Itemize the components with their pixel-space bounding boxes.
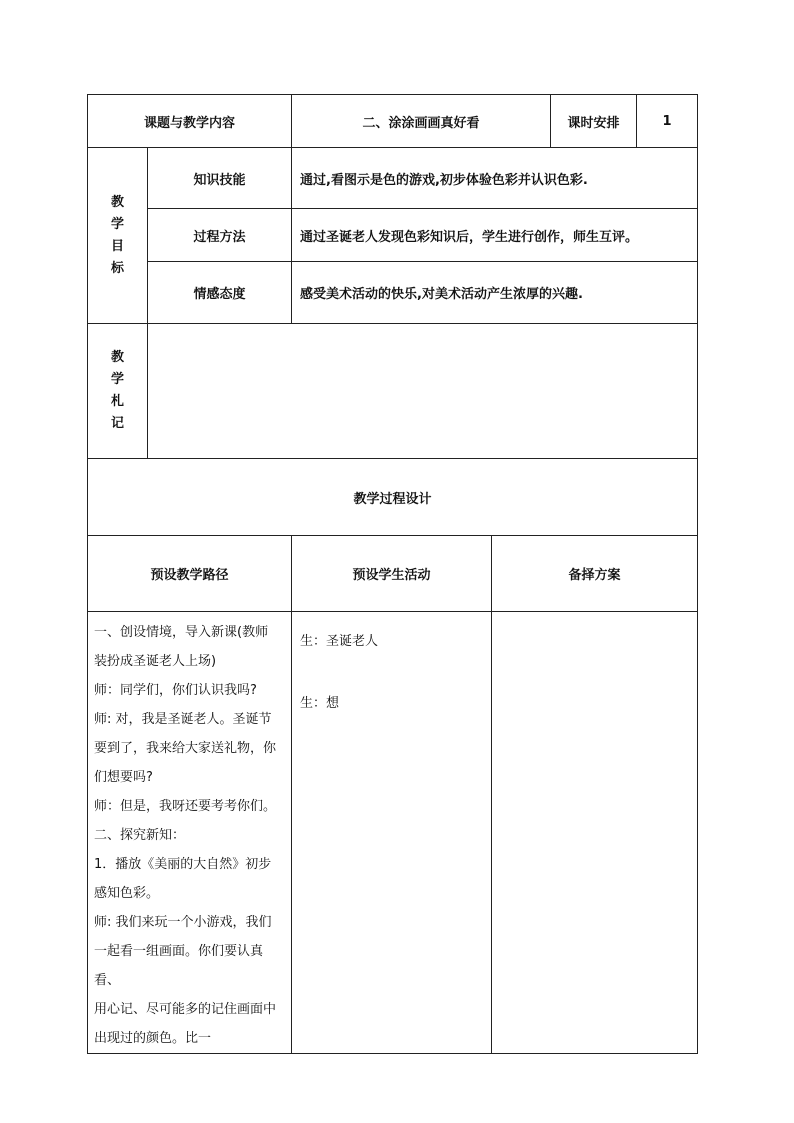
route-line: 要到了，我来给大家送礼物，你 — [94, 741, 277, 756]
student-line: 生：想 — [300, 696, 340, 711]
route-line: 师: 对，我是圣诞老人。圣诞节 — [94, 712, 272, 727]
goal-text: 通过,看图示是色的游戏,初步体验色彩并认识色彩. — [292, 148, 698, 209]
route-line: 师: 我们来玩一个小游戏，我们 — [94, 915, 272, 930]
topic-label: 课题与教学内容 — [88, 95, 292, 148]
column-header-route: 预设教学路径 — [88, 536, 292, 612]
lesson-plan-table — [87, 94, 698, 1054]
route-line: 师：但是，我呀还要考考你们。 — [94, 799, 277, 814]
route-line: 感知色彩。 — [94, 886, 160, 901]
route-line: 一起看一组画面。你们要认真看、 — [94, 944, 264, 988]
route-line: 师：同学们，你们认识我吗? — [94, 683, 257, 698]
goal-name: 情感态度 — [148, 262, 292, 324]
column-header-student: 预设学生活动 — [292, 536, 492, 612]
process-header-row — [88, 536, 698, 612]
route-line: 用心记、尽可能多的记住画面中 — [94, 1002, 277, 1017]
topic-title: 二、涂涂画画真好看 — [292, 95, 551, 148]
goal-text: 通过圣诞老人发现色彩知识后，学生进行创作，师生互评。 — [292, 209, 698, 262]
hours-label: 课时安排 — [551, 95, 637, 148]
route-line: 出现过的颜色。比一 — [94, 1031, 212, 1046]
goal-name: 知识技能 — [148, 148, 292, 209]
teaching-route-cell — [88, 612, 292, 1054]
notes-row — [88, 324, 698, 459]
goal-name: 过程方法 — [148, 209, 292, 262]
hours-value: 1 — [637, 95, 698, 148]
notes-content — [148, 324, 698, 459]
alternative-plan-cell — [492, 612, 698, 1054]
notes-label: 教 学 札 记 — [88, 324, 148, 459]
process-content-row — [88, 612, 698, 1054]
goal-row-process — [88, 209, 698, 262]
goals-label: 教 学 目 标 — [88, 148, 148, 324]
student-line: 生：圣诞老人 — [300, 634, 379, 649]
student-activity-cell — [292, 612, 492, 1054]
route-line: 们想要吗? — [94, 770, 153, 785]
process-title-row — [88, 459, 698, 536]
header-row — [88, 95, 698, 148]
route-line: 1．播放《美丽的大自然》初步 — [94, 857, 272, 872]
column-header-plan: 备择方案 — [492, 536, 698, 612]
route-line: 二、探究新知： — [94, 828, 186, 843]
goal-row-knowledge — [88, 148, 698, 209]
goal-row-attitude — [88, 262, 698, 324]
process-title: 教学过程设计 — [88, 459, 698, 536]
route-line: 一、创设情境，导入新课(教师 — [94, 625, 269, 640]
goal-text: 感受美术活动的快乐,对美术活动产生浓厚的兴趣. — [292, 262, 698, 324]
route-line: 装扮成圣诞老人上场) — [94, 654, 217, 669]
